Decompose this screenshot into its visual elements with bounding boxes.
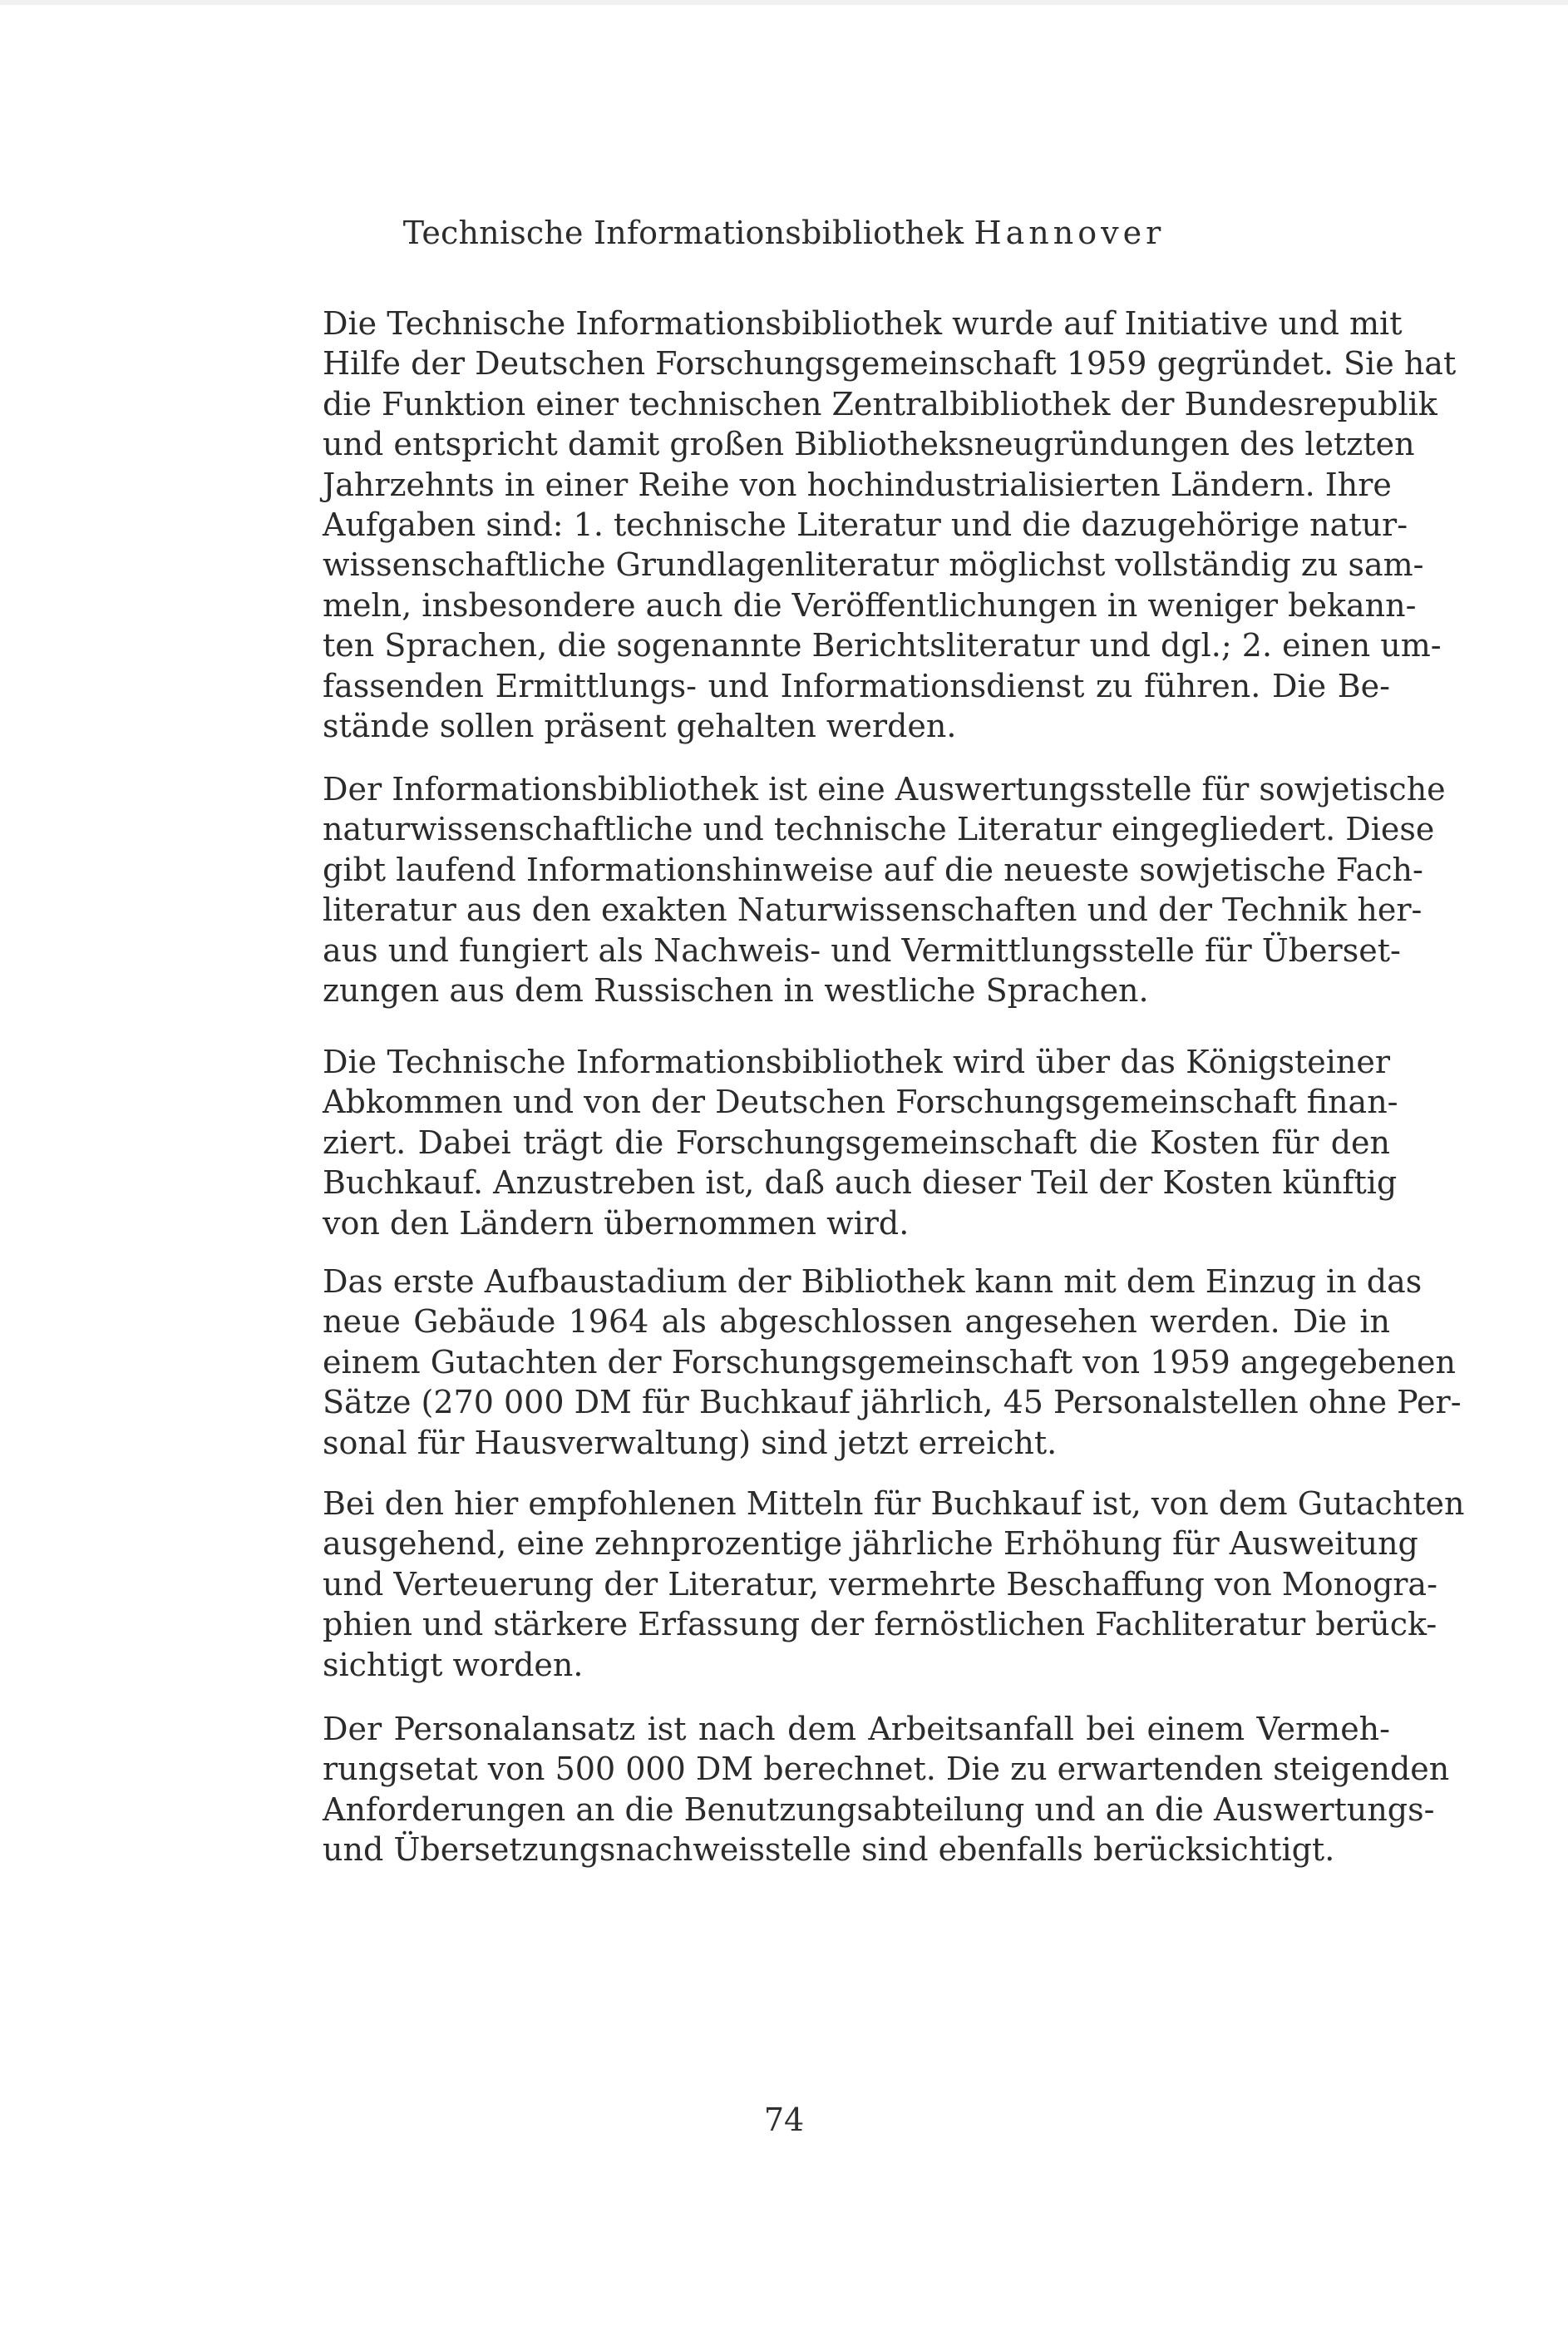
text-line: Buchkauf. Anzustreben ist, daß auch dieser Teil der Kosten künftig	[323, 1164, 1398, 1202]
text-line: Das erste Aufbaustadium der Bibliothek kann mit dem Einzug in das	[323, 1263, 1423, 1300]
text-line: Bei den hier empfohlenen Mitteln für Buchkauf ist, von dem Gutachten	[323, 1485, 1465, 1522]
text-line: gibt laufend Informationshinweise auf die neueste sowjetische Fach-	[323, 851, 1423, 888]
paragraph-book-funds	[323, 1484, 1465, 1685]
text-line: Die Technische Informationsbibliothek wird über das Königsteiner	[323, 1044, 1390, 1080]
page-title-main: Technische Informationsbibliothek	[402, 215, 964, 251]
text-line: die Funktion einer technischen Zentralbibliothek der Bundesrepublik	[323, 385, 1437, 422]
text-line: meln, insbesondere auch die Veröffentlichungen in weniger bekann-	[323, 586, 1417, 624]
text-line: Sätze (270 000 DM für Buchkauf jährlich, 45 Personalstellen ohne Per-	[323, 1384, 1462, 1421]
text-line: stände sollen präsent gehalten werden.	[323, 708, 957, 745]
text-line: literatur aus den exakten Naturwissenschaften und der Technik her-	[323, 892, 1423, 929]
text-line: Aufgaben sind: 1. technische Literatur und die dazugehörige natur-	[323, 506, 1408, 544]
text-line: zungen aus dem Russischen in westliche Sprachen.	[323, 972, 1149, 1010]
text-line: sonal für Hausverwaltung) sind jetzt erreicht.	[323, 1424, 1058, 1461]
text-line: Der Personalansatz ist nach dem Arbeitsanfall bei einem Vermeh-	[323, 1711, 1390, 1747]
text-line: ziert. Dabei trägt die Forschungsgemeinschaft die Kosten für den	[323, 1124, 1390, 1161]
text-line: aus und fungiert als Nachweis- und Vermittlungsstelle für Überset-	[323, 931, 1401, 969]
paragraph-financing	[323, 1042, 1398, 1243]
page-title-city: Hannover	[974, 215, 1166, 251]
paragraph-staffing	[323, 1709, 1450, 1870]
text-line: Jahrzehnts in einer Reihe von hochindustrialisierten Ländern. Ihre	[323, 466, 1392, 503]
text-line: und Verteuerung der Literatur, vermehrte Beschaffung von Monogra-	[323, 1565, 1437, 1603]
text-line: und entspricht damit großen Bibliotheksneugründungen des letzten	[323, 426, 1415, 463]
text-line: ausgehend, eine zehnprozentige jährliche Erhöhung für Ausweitung	[323, 1525, 1418, 1563]
text-line: ten Sprachen, die sogenannte Berichtsliteratur und dgl.; 2. einen um-	[323, 627, 1442, 664]
paragraph-evaluation-office	[323, 769, 1446, 1010]
scan-top-edge	[0, 0, 1568, 5]
text-line: Anforderungen an die Benutzungsabteilung und an die Auswertungs-	[323, 1790, 1435, 1828]
text-line: fassenden Ermittlungs- und Informationsdienst zu führen. Die Be-	[323, 667, 1390, 704]
text-line: sichtigt worden.	[323, 1646, 584, 1683]
text-line: Abkommen und von der Deutschen Forschungsgemeinschaft finan-	[323, 1084, 1398, 1121]
text-line: rungsetat von 500 000 DM berechnet. Die zu erwartenden steigenden	[323, 1751, 1450, 1788]
text-line: von den Ländern übernommen wird.	[323, 1204, 910, 1242]
paragraph-founding	[323, 304, 1457, 746]
page-number: 74	[763, 2102, 805, 2138]
text-line: wissenschaftliche Grundlagenliteratur möglichst vollständig zu sam-	[323, 546, 1424, 584]
text-line: Die Technische Informationsbibliothek wurde auf Initiative und mit	[323, 305, 1403, 342]
text-line: Hilfe der Deutschen Forschungsgemeinschaft 1959 gegründet. Sie hat	[323, 345, 1457, 383]
text-line: naturwissenschaftliche und technische Literatur eingegliedert. Diese	[323, 811, 1435, 848]
text-line: neue Gebäude 1964 als abgeschlossen angesehen werden. Die in	[323, 1303, 1390, 1341]
text-line: phien und stärkere Erfassung der fernöstlichen Fachliteratur berück-	[323, 1606, 1437, 1643]
text-line: einem Gutachten der Forschungsgemeinschaft von 1959 angegebenen	[323, 1343, 1456, 1380]
text-line: Der Informationsbibliothek ist eine Auswertungsstelle für sowjetische	[323, 771, 1446, 808]
paragraph-construction-stage	[323, 1262, 1462, 1463]
text-line: und Übersetzungsnachweisstelle sind ebenfalls berücksichtigt.	[323, 1831, 1335, 1869]
page-title	[0, 213, 1568, 253]
